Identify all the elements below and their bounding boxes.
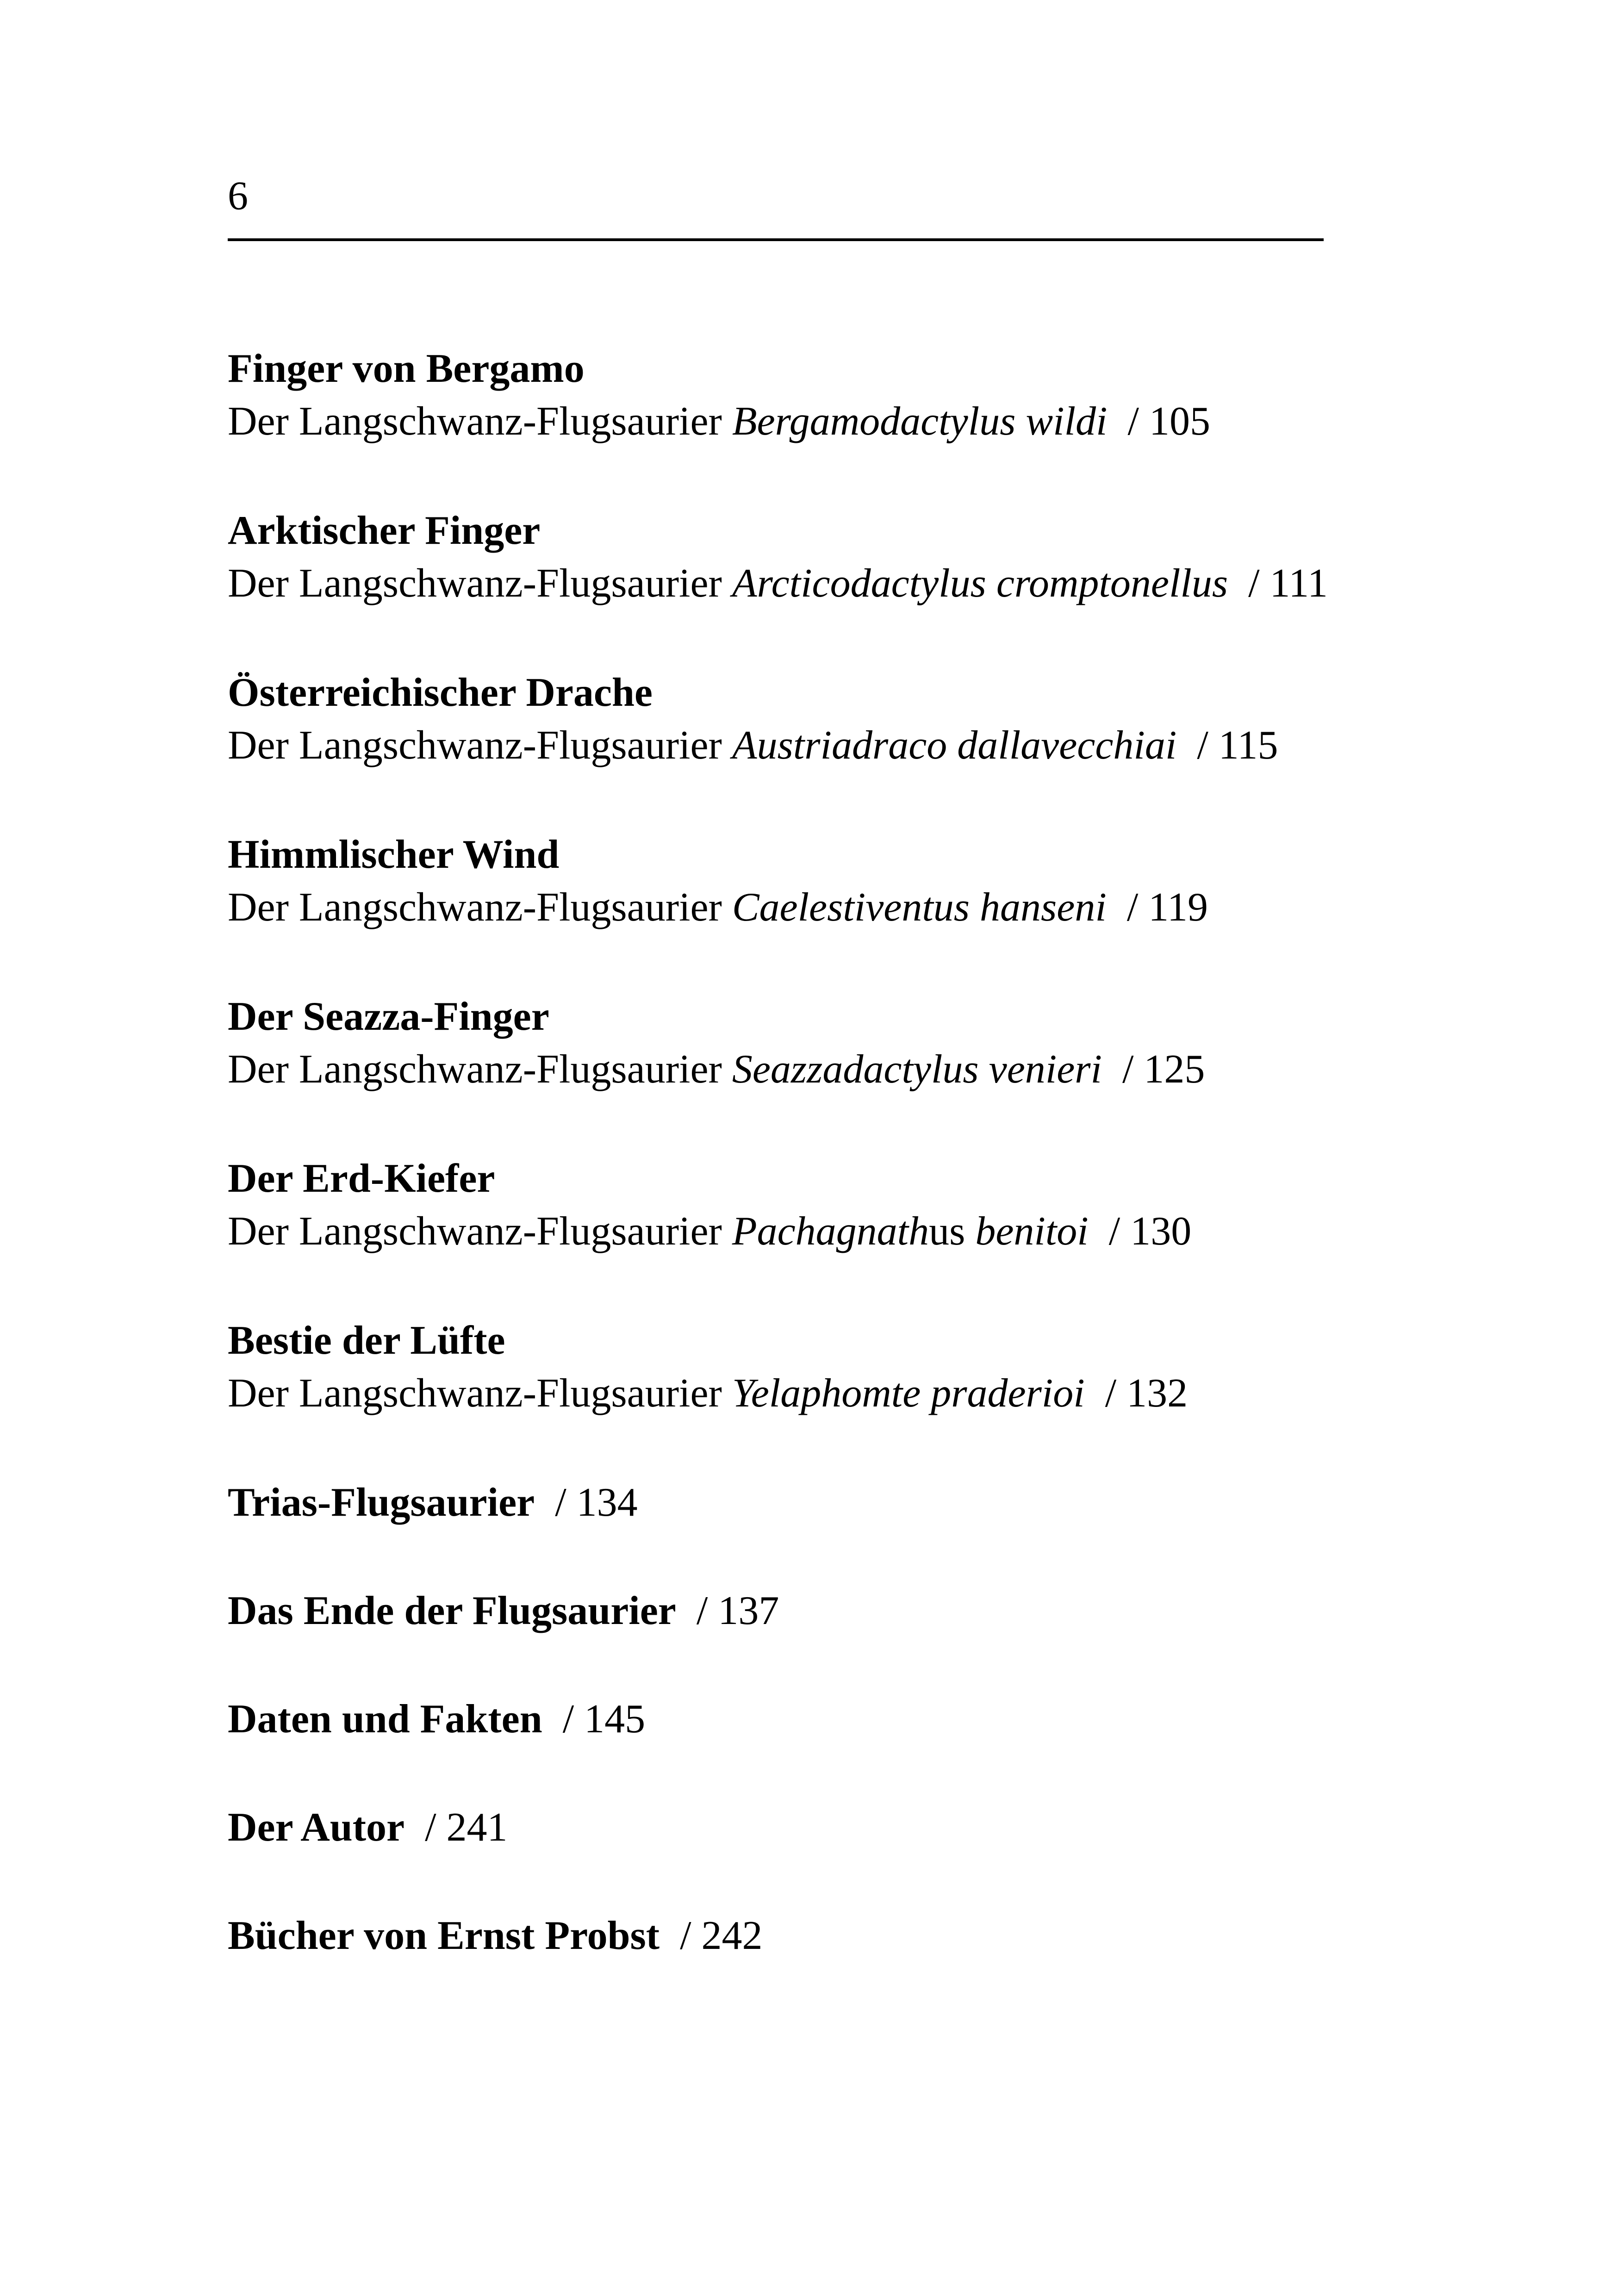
entry-prefix: Der Langschwanz-Flugsaurier — [228, 885, 722, 930]
entry-title: Österreichischer Drache — [228, 670, 653, 715]
entry-title: Der Erd-Kiefer — [228, 1156, 495, 1201]
entry-separator: / — [425, 1805, 436, 1850]
entry-separator: / — [680, 1913, 691, 1958]
entry-title: Himmlischer Wind — [228, 832, 560, 877]
entry-separator: / — [562, 1697, 574, 1742]
entry-separator: / — [1127, 399, 1139, 444]
entry-separator: / — [1105, 1371, 1117, 1416]
entry-subtitle — [228, 1367, 1188, 1420]
species-name: Austriadraco dallavecchiai — [732, 723, 1177, 768]
toc-entry[interactable] — [228, 1314, 1188, 1420]
entry-prefix: Der Langschwanz-Flugsaurier — [228, 1047, 722, 1092]
entry-page: 130 — [1130, 1209, 1192, 1254]
entry-page: 241 — [446, 1805, 508, 1850]
entry-subtitle — [228, 1043, 1205, 1096]
toc-entry[interactable] — [228, 666, 1278, 772]
entry-title: Finger von Bergamo — [228, 346, 585, 391]
species-name-plain: us — [929, 1209, 965, 1254]
species-name: Seazzadactylus venieri — [732, 1047, 1102, 1092]
entry-prefix: Der Langschwanz-Flugsaurier — [228, 399, 722, 444]
entry-page: 132 — [1126, 1371, 1188, 1416]
chapter-title: Trias-Flugsaurier — [228, 1480, 535, 1525]
entry-subtitle — [228, 719, 1278, 772]
entry-separator: / — [1108, 1209, 1120, 1254]
entry-subtitle — [228, 881, 1208, 934]
entry-subtitle — [228, 395, 1210, 448]
chapter-title: Daten und Fakten — [228, 1697, 542, 1742]
chapter-title: Bücher von Ernst Probst — [228, 1913, 660, 1958]
entry-page: 111 — [1270, 561, 1328, 606]
entry-title: Arktischer Finger — [228, 508, 541, 553]
chapter-title: Der Autor — [228, 1805, 405, 1850]
entry-prefix: Der Langschwanz-Flugsaurier — [228, 1371, 722, 1416]
entry-page: 242 — [701, 1913, 763, 1958]
toc-entry[interactable] — [228, 342, 1210, 448]
entry-page: 105 — [1149, 399, 1210, 444]
page-number: 6 — [228, 174, 248, 218]
species-name: benitoi — [975, 1209, 1089, 1254]
entry-page: 125 — [1144, 1047, 1205, 1092]
toc-entry[interactable] — [228, 828, 1208, 934]
species-name: Caelestiventus hanseni — [732, 885, 1107, 930]
entry-page: 115 — [1218, 723, 1278, 768]
entry-subtitle — [228, 1205, 1191, 1258]
entry-page: 119 — [1148, 885, 1208, 930]
chapter-title: Das Ende der Flugsaurier — [228, 1588, 676, 1633]
entry-prefix: Der Langschwanz-Flugsaurier — [228, 1209, 722, 1254]
toc-entry[interactable] — [228, 504, 1328, 610]
toc-chapter[interactable] — [228, 1585, 779, 1637]
entry-separator: / — [1126, 885, 1139, 930]
species-name: Bergamodactylus wildi — [732, 399, 1108, 444]
entry-prefix: Der Langschwanz-Flugsaurier — [228, 723, 722, 768]
entry-separator: / — [1197, 723, 1208, 768]
species-name: Pachagnath — [732, 1209, 929, 1254]
toc-entry[interactable] — [228, 990, 1205, 1096]
toc-entry[interactable] — [228, 1152, 1191, 1258]
toc-chapter[interactable] — [228, 1910, 763, 1962]
entry-separator: / — [696, 1588, 708, 1633]
toc-chapter[interactable] — [228, 1801, 508, 1854]
species-name: Yelaphomte praderioi — [732, 1371, 1085, 1416]
entry-prefix: Der Langschwanz-Flugsaurier — [228, 561, 722, 606]
entry-title: Bestie der Lüfte — [228, 1318, 505, 1363]
species-name: Arcticodactylus cromptonellus — [732, 561, 1228, 606]
entry-subtitle — [228, 557, 1328, 610]
entry-separator: / — [1122, 1047, 1134, 1092]
entry-page: 145 — [584, 1697, 646, 1742]
entry-separator: / — [1248, 561, 1260, 606]
entry-page: 137 — [718, 1588, 779, 1633]
entry-title: Der Seazza-Finger — [228, 994, 549, 1039]
entry-page: 134 — [576, 1480, 638, 1525]
header-rule — [228, 238, 1324, 241]
toc-chapter[interactable] — [228, 1693, 645, 1746]
entry-separator: / — [555, 1480, 566, 1525]
toc-chapter[interactable] — [228, 1476, 638, 1529]
